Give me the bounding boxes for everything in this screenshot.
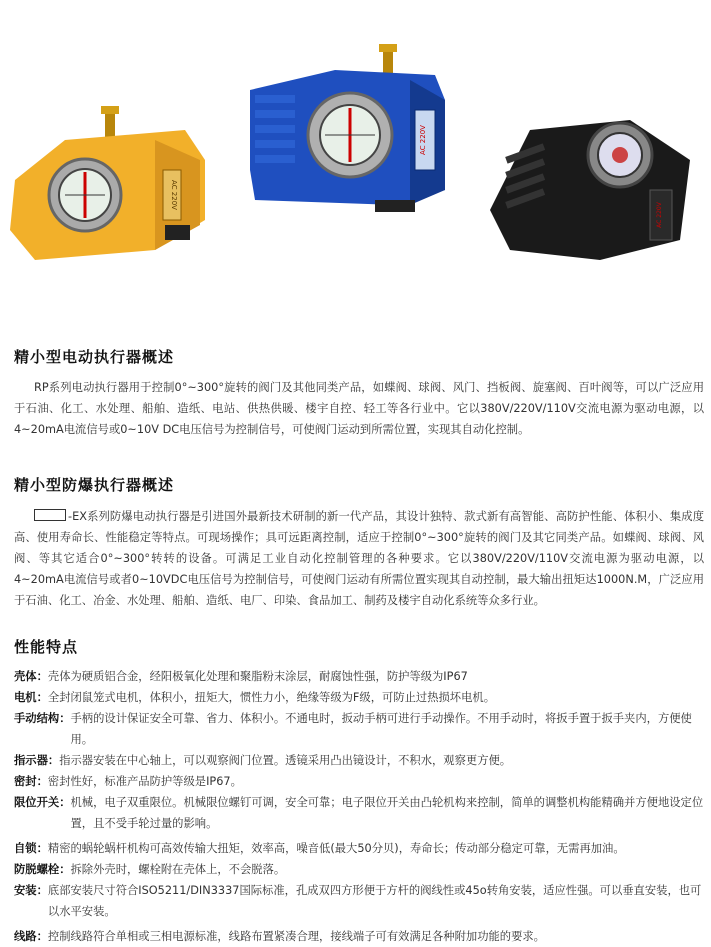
- feature-label: 自锁：: [14, 842, 48, 855]
- feature-desc: 机械，电子双重限位。机械限位螺钉可调，安全可靠；电子限位开关由凸轮机构来控制，简单的调整机构能精确并方便地设定位置，且不受手轮过量的影响。: [70, 796, 704, 830]
- features-list: [14, 666, 704, 947]
- feature-item: [14, 771, 704, 792]
- feature-desc: 底部安装尺寸符合ISO5211/DIN3337国际标准，孔成双四方形便于方杆的阀线性或45o转角安装，适应性强。可以垂直安装，也可以水平安装。: [47, 884, 702, 918]
- feature-label: 限位开关：: [14, 796, 71, 809]
- section2-title: 精小型防爆执行器概述: [14, 476, 175, 494]
- black-voltage-label: AC 220V: [656, 202, 663, 228]
- section2-body: [14, 506, 704, 611]
- blue-actuator-image: [245, 40, 455, 230]
- section1-body-text: RP系列电动执行器用于控制0°~300°旋转的阀门及其他同类产品，如蝶阀、球阀、风门、挡板阀、旋塞阀、百叶阀等，可以广泛应用于石油、化工、水处理、船舶、造纸、电站、供热供暖、楼宇自控、轻工等各行业中。它以380V/220V/110V交流电源为驱动电源，以4~20mA电流信号或0~10V DC电压信号为控制信号，可使阀门运动到所需位置，实现其自动化控制。: [14, 381, 704, 436]
- feature-label: 防脱螺栓：: [14, 863, 71, 876]
- feature-label: 壳体：: [14, 670, 48, 683]
- section1-title: 精小型电动执行器概述: [14, 348, 175, 366]
- feature-item: [14, 708, 704, 750]
- feature-label: 指示器：: [14, 754, 60, 767]
- feature-item: [14, 687, 704, 708]
- yellow-actuator-image: [5, 100, 215, 290]
- feature-label: 安装：: [14, 884, 48, 897]
- feature-desc: 全封闭鼠笼式电机，体积小，扭矩大，惯性力小，绝缘等级为F级，可防止过热损坏电机。: [47, 691, 495, 704]
- feature-label: 电机：: [14, 691, 48, 704]
- feature-desc: 控制线路符合单相或三相电源标准，线路布置紧凑合理，接线端子可有效满足各种附加功能的要求。: [47, 930, 545, 943]
- feature-item: [14, 859, 704, 880]
- section1-body: [14, 377, 704, 440]
- feature-desc: 壳体为硬质铝合金，经阳极氧化处理和聚脂粉末涂层，耐腐蚀性强，防护等级为IP67: [47, 670, 468, 683]
- feature-desc: 密封性好，标准产品防护等级是IP67。: [47, 775, 242, 788]
- feature-item: [14, 666, 704, 687]
- product-photos: [0, 40, 711, 280]
- feature-desc: 精密的蜗轮蜗杆机构可高效传输大扭矩，效率高，噪音低(最大50分贝)，寿命长；传动部分稳定可靠，无需再加油。: [47, 842, 625, 855]
- feature-desc: 拆除外壳时，螺栓附在壳体上，不会脱落。: [70, 863, 286, 876]
- section2-body-text: -EX系列防爆电动执行器是引进国外最新技术研制的新一代产品，其设计独特、款式新有高智能、高防护性能、体积小、集成度高、使用寿命长、性能稳定等特点。可现场操作；具可远距离控制，适应于控制0°~300°旋转的阀门及其它同类产品。如蝶阀、球阀、风阀、等其它适合0°~300°转转的设备。可满足工业自动化控制管理的各种要求。它以380V/220V/110V交流电源为驱动电源，以4~20mA电流信号或者0~10VDC电压信号为控制信号，可使阀门运动有所需位置实现其自动控制，最大输出扭矩达1000N.M，广泛应用于石油、化工、冶金、水处理、船舶、造纸、电厂、印染、食品加工、制药及楼宇自动化系统等众多行业。: [14, 510, 704, 607]
- feature-item: [14, 880, 704, 922]
- product-name-placeholder-box: [34, 509, 66, 521]
- feature-label: 密封：: [14, 775, 48, 788]
- feature-label: 线路：: [14, 930, 48, 943]
- feature-desc: 手柄的设计保证安全可靠、省力、体积小。不通电时，扳动手柄可进行手动操作。不用手动时，将扳手置于扳手夹内，方便使用。: [70, 712, 692, 746]
- blue-voltage-label: AC 220V: [419, 125, 427, 155]
- feature-item: [14, 792, 704, 834]
- feature-desc: 指示器安装在中心轴上，可以观察阀门位置。透镜采用凸出镜设计，不积水，观察更方便。: [59, 754, 512, 767]
- section3-title: 性能特点: [14, 638, 79, 656]
- feature-label: 手动结构：: [14, 712, 71, 725]
- feature-item: [14, 926, 704, 947]
- feature-item: [14, 838, 704, 859]
- feature-item: [14, 750, 704, 771]
- black-actuator-image: [480, 80, 700, 270]
- yellow-voltage-label: AC 220V: [170, 180, 178, 210]
